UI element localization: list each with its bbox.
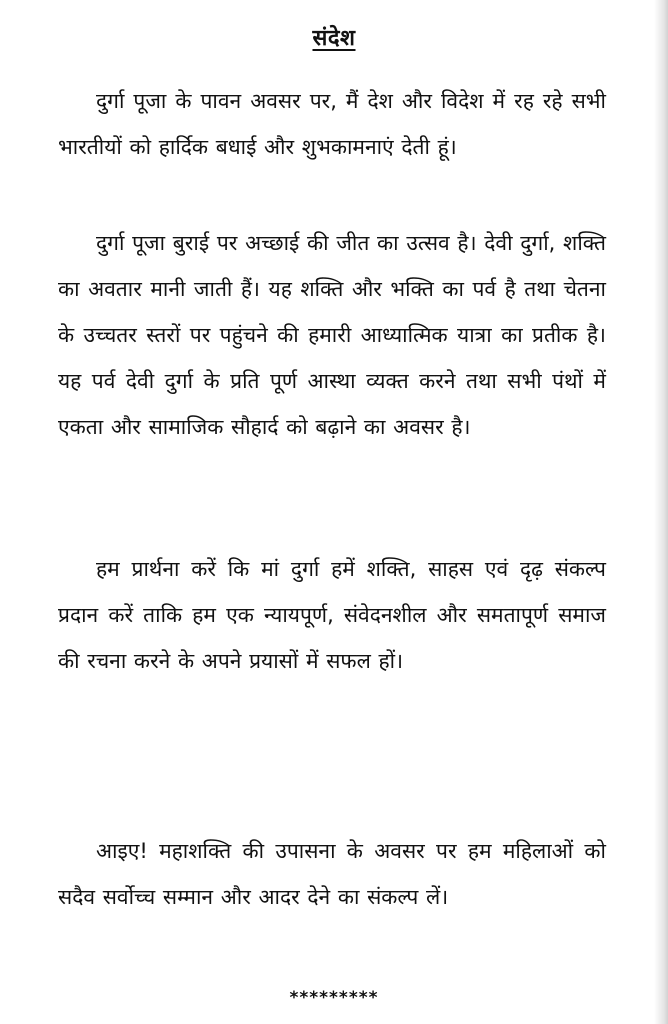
paragraph-greeting: दुर्गा पूजा के पावन अवसर पर, मैं देश और विदेश में रह रहे सभी भारतीयों को हार्दिक बधाई और शुभकामनाएं देती हूं। xyxy=(58,89,606,159)
paragraph-closing-appeal: आइए! महाशक्ति की उपासना के अवसर पर हम महिलाओं को सदैव सर्वोच्च सम्मान और आदर देने का संकल्प लें। xyxy=(58,839,606,909)
end-marker: ********* xyxy=(289,988,379,1008)
message-title: संदेश xyxy=(312,26,356,51)
paragraph-durga-puja-significance: दुर्गा पूजा बुराई पर अच्छाई की जीत का उत्सव है। देवी दुर्गा, शक्ति का अवतार मानी जाती हैं। यह शक्ति और भक्ति का पर्व है तथा चेतना के उच्चतर स्तरों पर पहुंचने की हमारी आध्यात्मिक यात्रा का प्रतीक है। यह पर्व देवी दुर्गा के प्रति पूर्ण आस्था व्यक्त करने तथा सभी पंथों में एकता और सामाजिक सौहार्द को बढ़ाने का अवसर है। xyxy=(58,231,606,439)
page-edge-shadow xyxy=(654,0,668,1024)
paragraph-prayer: हम प्रार्थना करें कि मां दुर्गा हमें शक्ति, साहस एवं दृढ़ संकल्प प्रदान करें ताकि हम एक न्यायपूर्ण, संवेदनशील और समतापूर्ण समाज की रचना करने के अपने प्रयासों में सफल हों। xyxy=(58,557,606,673)
